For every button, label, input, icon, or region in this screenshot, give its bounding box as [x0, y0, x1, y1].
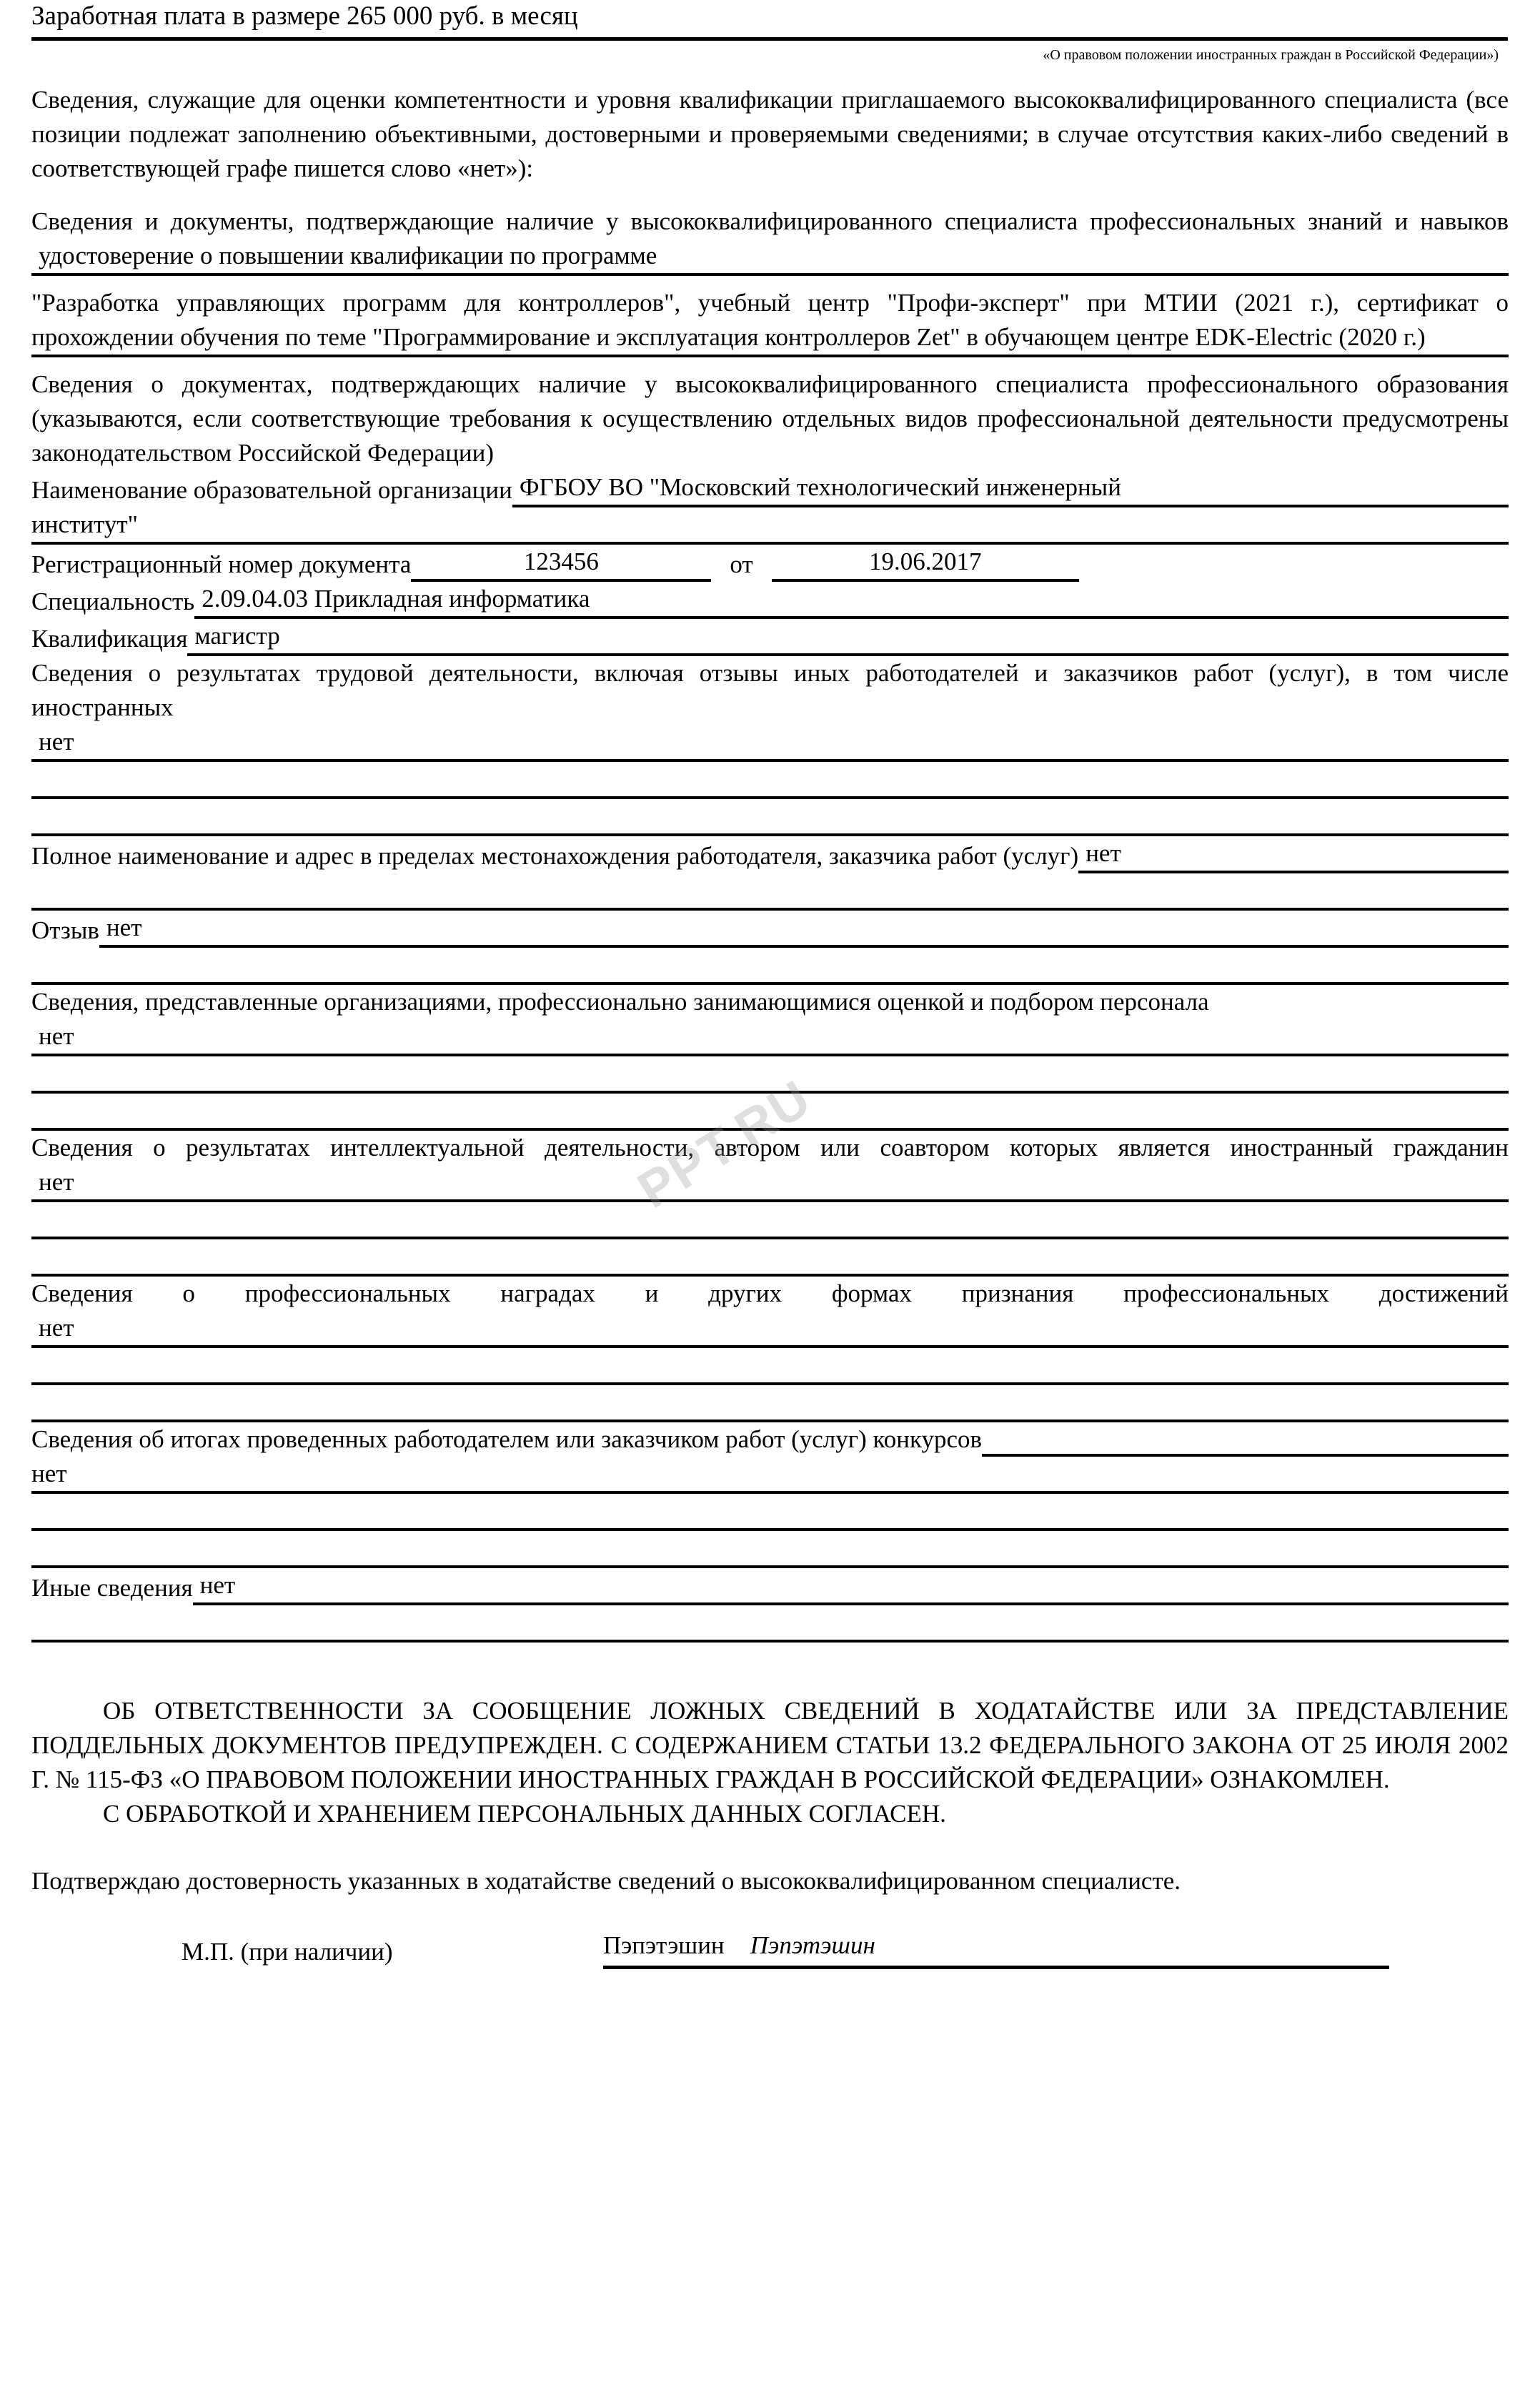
qualification-label: Квалификация: [31, 625, 188, 653]
review-value[interactable]: нет: [99, 911, 1509, 948]
skills-label: Сведения и документы, подтверждающие наличие у высококвалифицированного специалиста профессиональных знаний и навыков: [31, 207, 1509, 235]
signature-transcript: Пэпэтэшин: [750, 1931, 875, 1959]
contests-label: Сведения об итогах проведенных работодателем или заказчиком работ (услуг) конкурсов: [31, 1425, 983, 1453]
hr-orgs-row: [31, 1019, 1509, 1056]
awards-blank-2[interactable]: [31, 1385, 1509, 1422]
salary-header: Заработная плата в размере 265 000 руб. в месяц: [31, 0, 1508, 41]
contests-row: [31, 1422, 1509, 1457]
awards-row: [31, 1311, 1509, 1348]
intellectual-blank-1[interactable]: [31, 1202, 1509, 1239]
registration-row: [31, 545, 1509, 582]
contests-blank-2[interactable]: [31, 1531, 1509, 1568]
registration-date-value[interactable]: 19.06.2017: [772, 545, 1079, 582]
employer-value[interactable]: нет: [1078, 836, 1509, 873]
intro-paragraph: Сведения, служащие для оценки компетентности и уровня квалификации приглашаемого высококвалифицированного специалиста (все позиции подлежат заполнению объективными, достоверными и проверяемыми сведениями; в случае отсутствия каких-либо сведений в соответствующей графе пишется слово «нет»):: [31, 86, 1509, 182]
hr-orgs-blank-1[interactable]: [31, 1056, 1509, 1094]
skills-value[interactable]: удостоверение о повышении квалификации по программе: [31, 239, 1509, 276]
skills-continuation: "Разработка управляющих программ для контроллеров", учебный центр "Профи-эксперт" при МТИИ (2021 г.), сертификат о прохождении обучения по теме "Программирование и эксплуатация контроллеров Zet" в обучающем центре EDK-Electric (2020 г.): [31, 289, 1509, 351]
review-label: Отзыв: [31, 916, 99, 944]
signature-name: Пэпэтэшин: [603, 1931, 725, 1959]
work-results-value[interactable]: нет: [31, 725, 1509, 762]
employer-label: Полное наименование и адрес в пределах местонахождения работодателя, заказчика работ (услуг): [31, 842, 1079, 870]
other-value[interactable]: нет: [193, 1568, 1509, 1605]
awards-label: Сведения о профессиональных наградах и других формах признания профессиональных достижений: [31, 1279, 1509, 1307]
hr-orgs-value[interactable]: нет: [31, 1019, 1509, 1056]
employer-blank-1[interactable]: [31, 873, 1509, 911]
specialty-label: Специальность: [31, 588, 195, 615]
work-results-row: [31, 725, 1509, 762]
registration-date-separator: от: [730, 550, 753, 578]
registration-number-value[interactable]: 123456: [411, 545, 711, 582]
hr-orgs-label: Сведения, представленные организациями, профессионально занимающимися оценкой и подбором персонала: [31, 988, 1209, 1016]
specialty-row: [31, 582, 1509, 619]
contests-value-row: [31, 1457, 1509, 1494]
other-label: Иные сведения: [31, 1574, 193, 1602]
organization-label: Наименование образовательной организации: [31, 476, 512, 504]
education-paragraph: Сведения о документах, подтверждающих наличие у высококвалифицированного специалиста профессионального образования (указываются, если соответствующие требования к осуществлению отдельных видов профессиональной деятельности предусмотрены законодательством Российской Федерации): [31, 370, 1509, 467]
review-row: [31, 911, 1509, 948]
qualification-row: [31, 619, 1509, 656]
organization-value-line2[interactable]: институт": [31, 507, 1509, 545]
awards-blank-1[interactable]: [31, 1348, 1509, 1385]
registration-number-label: Регистрационный номер документа: [31, 550, 412, 578]
signature-row: [31, 1898, 1509, 1969]
confirmation-statement: Подтверждаю достоверность указанных в ходатайстве сведений о высококвалифицированном специалисте.: [31, 1867, 1181, 1895]
qualification-value[interactable]: магистр: [187, 619, 1509, 656]
consent-statement: С ОБРАБОТКОЙ И ХРАНЕНИЕМ ПЕРСОНАЛЬНЫХ ДАННЫХ СОГЛАСЕН.: [103, 1800, 946, 1828]
other-blank-1[interactable]: [31, 1605, 1509, 1643]
specialty-value[interactable]: 2.09.04.03 Прикладная информатика: [194, 582, 1509, 619]
work-results-label: Сведения о результатах трудовой деятельности, включая отзывы иных работодателей и заказчиков работ (услуг), в том числе иностранных: [31, 659, 1509, 721]
work-results-blank-1[interactable]: [31, 762, 1509, 799]
work-results-blank-2[interactable]: [31, 799, 1509, 836]
contests-blank-1[interactable]: [31, 1494, 1509, 1531]
review-blank-1[interactable]: [31, 948, 1509, 985]
intellectual-row: [31, 1165, 1509, 1202]
intellectual-label: Сведения о результатах интеллектуальной деятельности, автором или соавтором которых является иностранный гражданин: [31, 1134, 1509, 1161]
other-row: [31, 1568, 1509, 1605]
organization-value-line1[interactable]: ФГБОУ ВО "Московский технологический инженерный: [512, 470, 1509, 507]
organization-row-2: [31, 507, 1509, 545]
employer-row: [31, 836, 1509, 873]
skills-value-row: [31, 239, 1509, 276]
watermark-pptru: PPT.RU: [628, 1069, 821, 1219]
contests-tail-rule[interactable]: [982, 1422, 1509, 1457]
intellectual-value[interactable]: нет: [31, 1165, 1509, 1202]
signature-block[interactable]: [603, 1928, 1389, 1969]
legal-act-note: «О правовом положении иностранных граждан в Российской Федерации»): [1043, 47, 1499, 63]
hr-orgs-blank-2[interactable]: [31, 1094, 1509, 1131]
intellectual-blank-2[interactable]: [31, 1239, 1509, 1277]
awards-value[interactable]: нет: [31, 1311, 1509, 1348]
stamp-label: М.П. (при наличии): [182, 1938, 393, 1966]
responsibility-statement: ОБ ОТВЕТСТВЕННОСТИ ЗА СООБЩЕНИЕ ЛОЖНЫХ СВЕДЕНИЙ В ХОДАТАЙСТВЕ ИЛИ ЗА ПРЕДСТАВЛЕНИЕ ПОДДЕЛЬНЫХ ДОКУМЕНТОВ ПРЕДУПРЕЖДЕН. С СОДЕРЖАНИЕМ СТАТЬИ 13.2 ФЕДЕРАЛЬНОГО ЗАКОНА ОТ 25 ИЮЛЯ 2002 Г. № 115-ФЗ «О ПРАВОВОМ ПОЛОЖЕНИИ ИНОСТРАННЫХ ГРАЖДАН В РОССИЙСКОЙ ФЕДЕРАЦИИ» ОЗНАКОМЛЕН.: [31, 1697, 1509, 1793]
organization-row: [31, 470, 1509, 507]
contests-value[interactable]: нет: [31, 1457, 1509, 1494]
